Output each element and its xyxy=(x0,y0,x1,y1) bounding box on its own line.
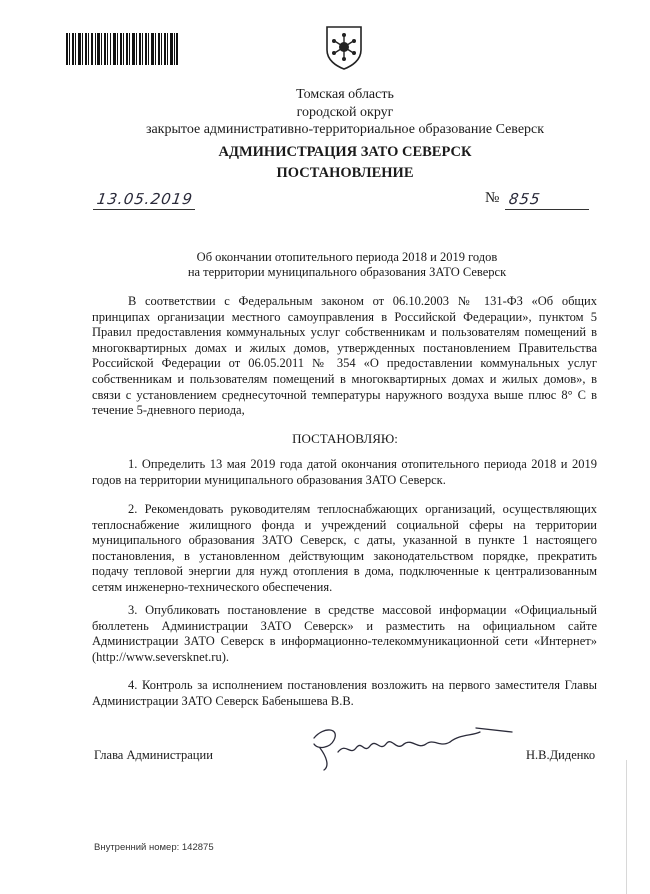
document-type-title: ПОСТАНОВЛЕНИЕ xyxy=(276,165,414,181)
document-number-field xyxy=(505,189,589,210)
paragraph-1: 1. Определить 13 мая 2019 года датой окончания отопительного периода 2018 и 2019 годов на территории муниципального образования ЗАТО Северск. xyxy=(92,457,597,487)
coat-of-arms-emblem xyxy=(324,24,364,70)
signatory-name: Н.В.Диденко xyxy=(526,748,596,762)
paragraph-4: 4. Контроль за исполнением постановления возложить на первого заместителя Главы Администрации ЗАТО Северск Бабенышева В.В. xyxy=(92,678,597,708)
preamble-paragraph: В соответствии с Федеральным законом от 06.10.2003 № 131-ФЗ «Об общих принципах организации местного самоуправления в Российской Федерации», пунктом 5 Правил предоставления коммунальных услуг собственникам и пользователям помещений в многоквартирных домах и жилых домов, утвержденных постановлением Правительства Российской Федерации от 06.05.2011 № 354 «О предоставлении коммунальных услуг собственникам и пользователям помещений в многоквартирных домах и жилых домов», в связи с установлением среднесуточной температуры наружного воздуха выше плюс 8° С в течение 5-дневного периода, xyxy=(92,294,597,418)
header-entity: закрытое административно-территориальное образование Северск xyxy=(145,122,545,137)
number-label: № xyxy=(485,190,500,206)
header-region: Томская область xyxy=(296,87,394,102)
document-date: 13.05.2019 xyxy=(95,190,195,208)
internal-number: Внутренний номер: 142875 xyxy=(94,842,214,853)
header-district: городской округ xyxy=(296,105,394,120)
signature-title: Глава Администрации xyxy=(94,748,213,762)
handwritten-signature xyxy=(300,722,515,772)
document-number: 855 xyxy=(507,190,542,208)
barcode-image xyxy=(66,33,178,65)
page-edge-shadow xyxy=(626,760,627,894)
paragraph-2: 2. Рекомендовать руководителям теплоснабжающих организаций, осуществляющих теплоснабжение жилищного фонда и учреждений социальной сферы на территории муниципального образования ЗАТО Северск, с даты, указанной в пункте 1 настоящего постановления, в установленном действующим законодательством порядке, прекратить подачу тепловой энергии для нужд отопления в дома, подключенные к централизованным сетям инженерно-технического обеспечения. xyxy=(92,502,597,594)
decree-heading: ПОСТАНОВЛЯЮ: xyxy=(292,431,398,446)
document-date-field xyxy=(93,189,195,210)
subject-line-1: Об окончании отопительного периода 2018 и 2019 годов xyxy=(196,250,498,264)
subject-line-2: на территории муниципального образования ЗАТО Северск xyxy=(187,265,507,279)
paragraph-3: 3. Опубликовать постановление в средстве массовой информации «Официальный бюллетень Администрации ЗАТО Северск» и разместить на официальном сайте Администрации ЗАТО Северск в информационно-телекоммуникационной сети «Интернет» (http://www.seversknet.ru). xyxy=(92,603,597,664)
header-administration: АДМИНИСТРАЦИЯ ЗАТО СЕВЕРСК xyxy=(218,144,472,160)
